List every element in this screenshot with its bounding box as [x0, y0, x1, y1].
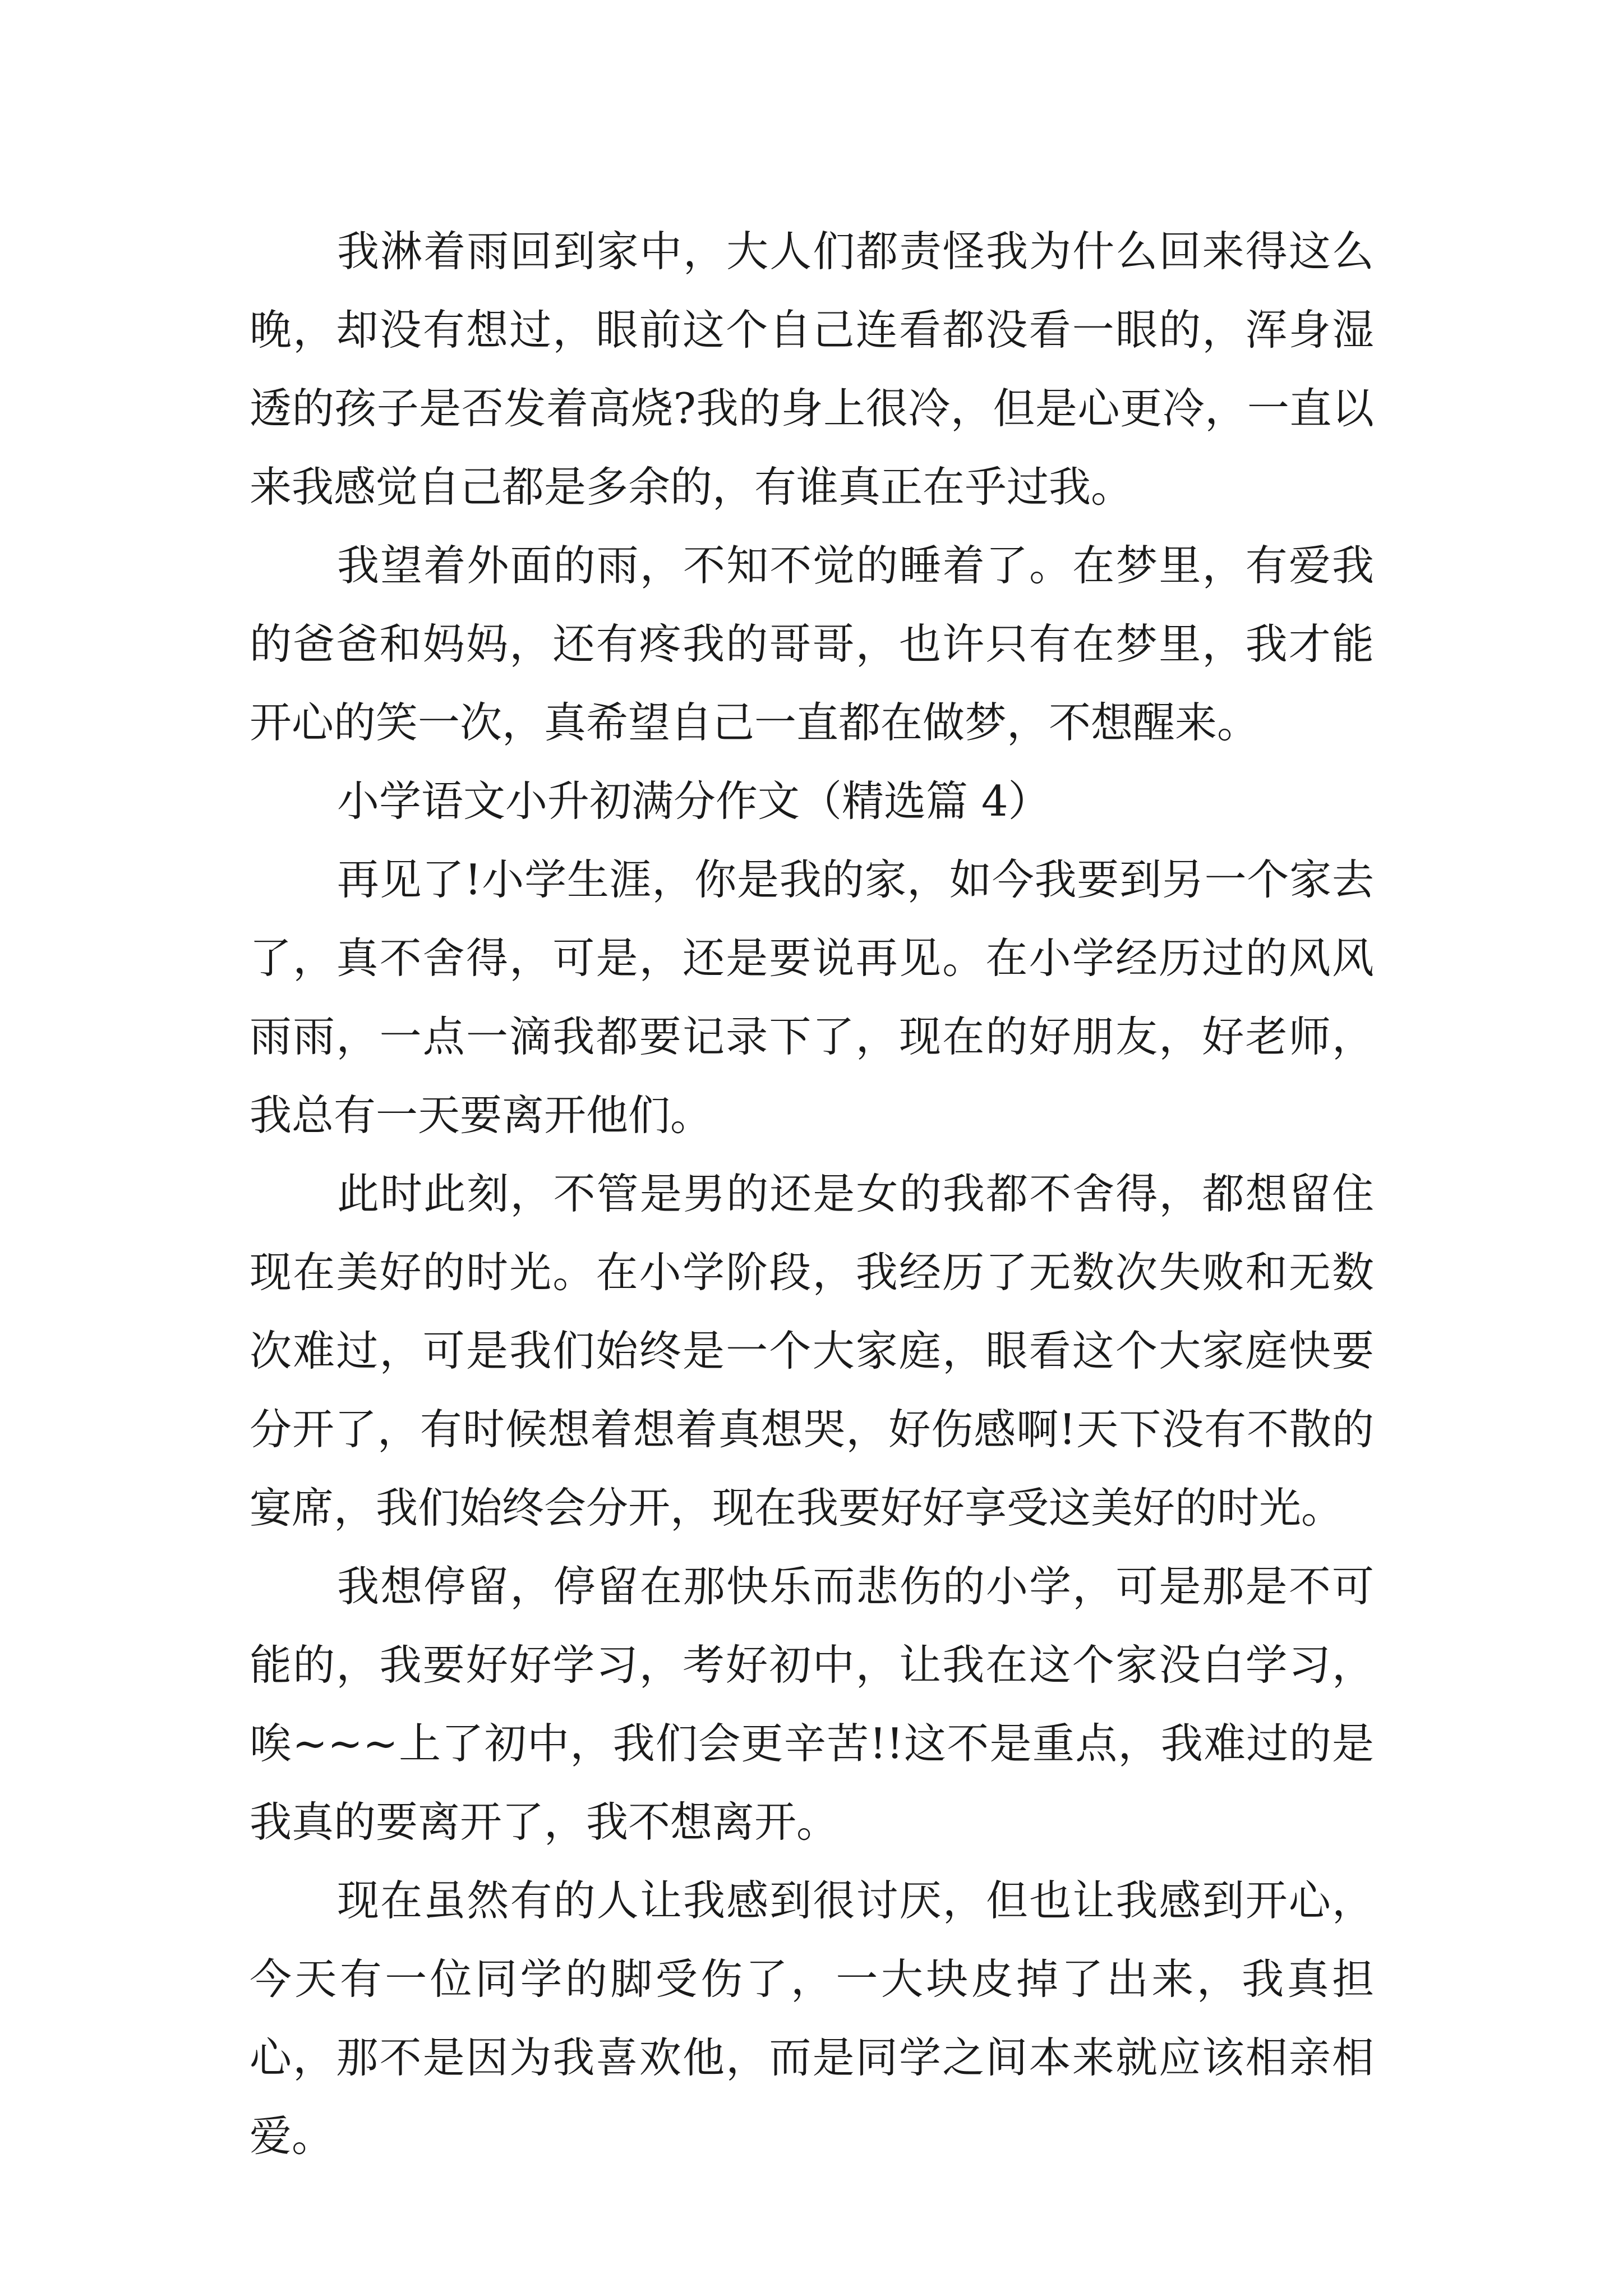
paragraph-1: 我淋着雨回到家中，大人们都责怪我为什么回来得这么晚，却没有想过，眼前这个自己连看都没看一眼的，浑身湿透的孩子是否发着高烧?我的身上很冷，但是心更冷，一直以来我感觉自己都是多余的，有谁真正在乎过我。 [250, 227, 1374, 512]
paragraph-6: 现在虽然有的人让我感到很讨厌，但也让我感到开心，今天有一位同学的脚受伤了，一大块皮掉了出来，我真担心，那不是因为我喜欢他，而是同学之间本来就应该相亲相爱。 [250, 1876, 1374, 2161]
paragraph-4: 此时此刻，不管是男的还是女的我都不舍得，都想留住现在美好的时光。在小学阶段，我经历了无数次失败和无数次难过，可是我们始终是一个大家庭，眼看这个大家庭快要分开了，有时候想着想着真想哭，好伤感啊!天下没有不散的宴席，我们始终会分开，现在我要好好享受这美好的时光。 [250, 1169, 1374, 1533]
article-body [250, 212, 1374, 2175]
paragraph-5: 我想停留，停留在那快乐而悲伤的小学，可是那是不可能的，我要好好学习，考好初中，让我在这个家没白学习，唉~~~上了初中，我们会更辛苦!!这不是重点，我难过的是我真的要离开了，我不想离开。 [250, 1562, 1374, 1847]
paragraph-3: 再见了!小学生涯，你是我的家，如今我要到另一个家去了，真不舍得，可是，还是要说再见。在小学经历过的风风雨雨，一点一滴我都要记录下了，现在的好朋友，好老师，我总有一天要离开他们。 [250, 855, 1374, 1140]
section-heading: 小学语文小升初满分作文（精选篇 4） [337, 776, 1050, 826]
paragraph-2: 我望着外面的雨，不知不觉的睡着了。在梦里，有爱我的爸爸和妈妈，还有疼我的哥哥，也许只有在梦里，我才能开心的笑一次，真希望自己一直都在做梦，不想醒来。 [250, 541, 1374, 747]
